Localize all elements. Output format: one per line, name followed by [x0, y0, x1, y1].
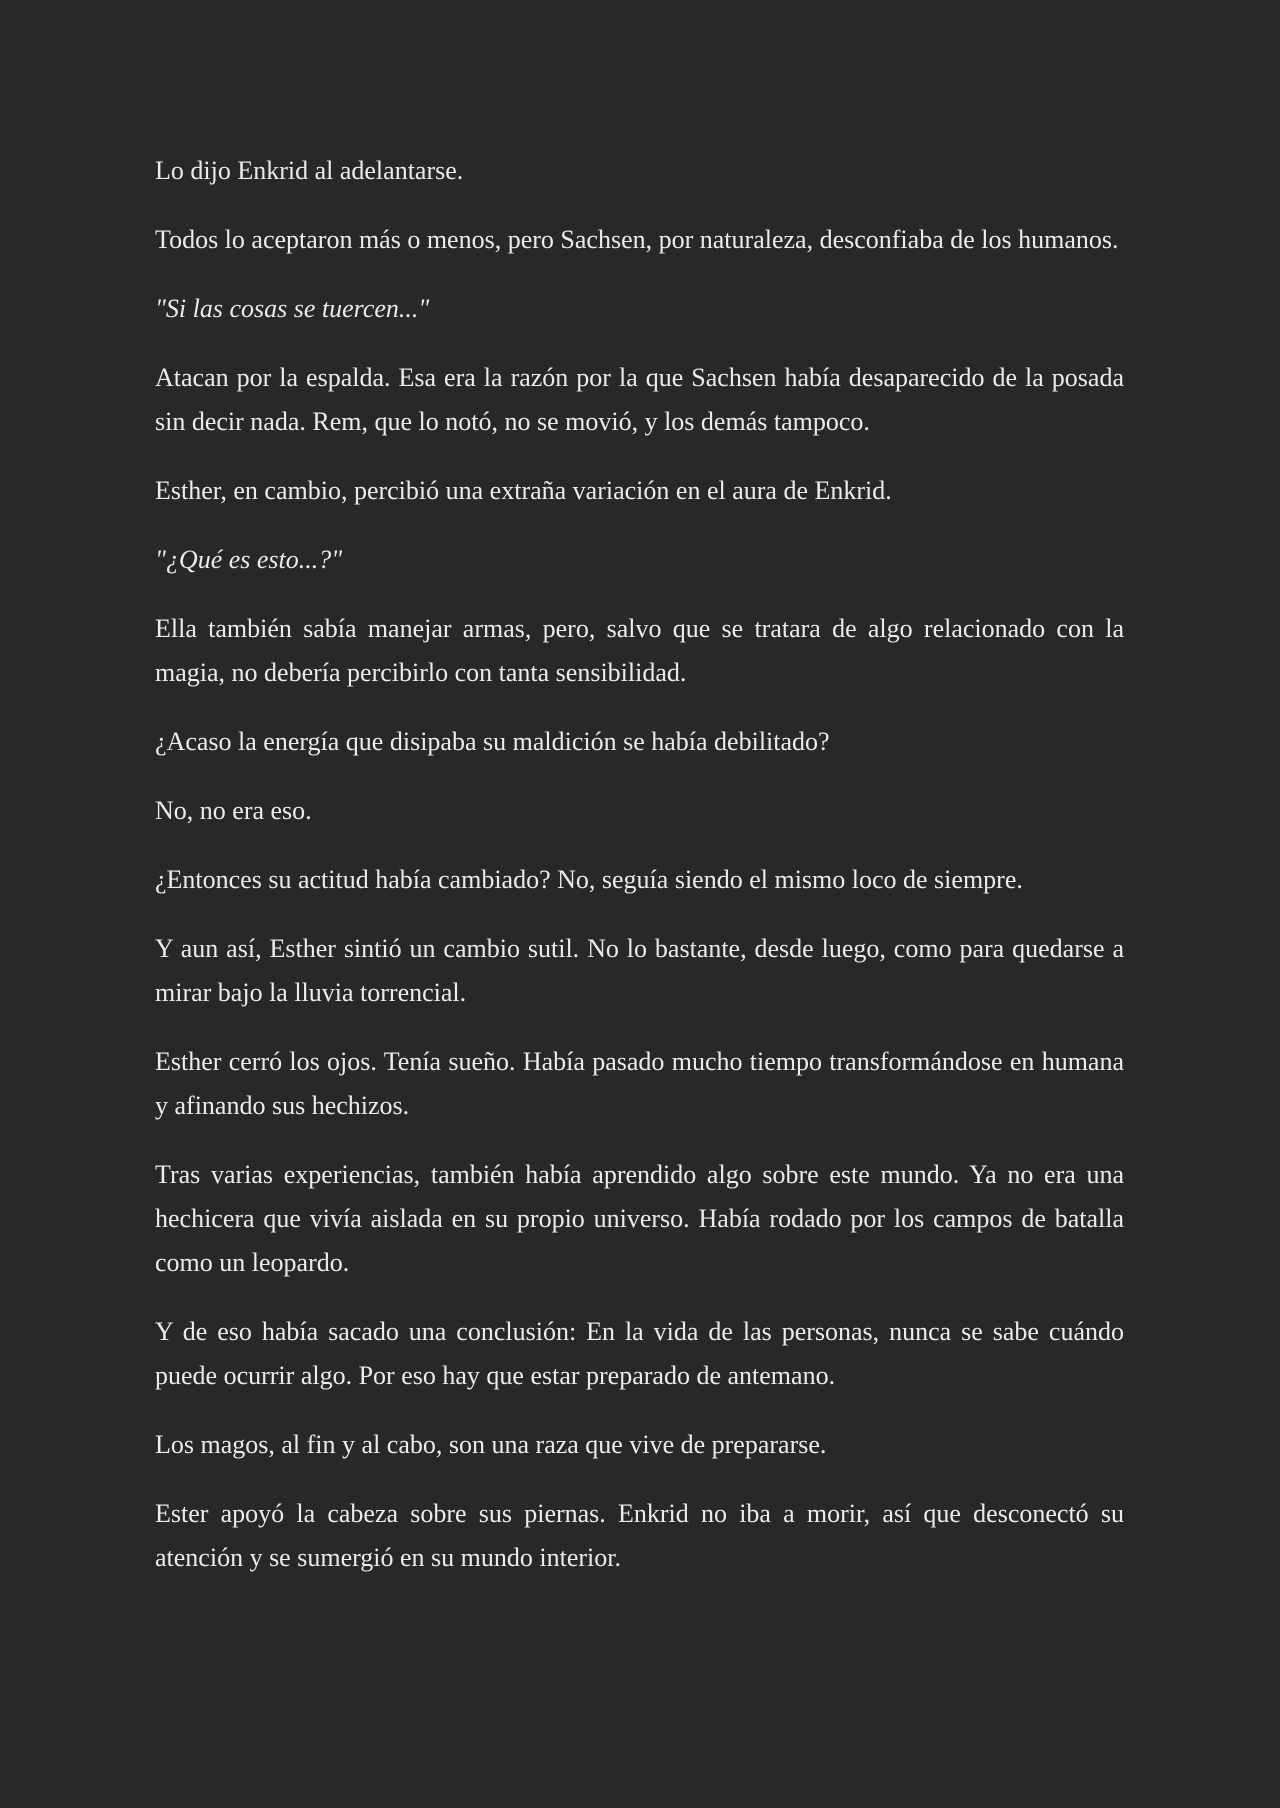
paragraph-thought: "¿Qué es esto...?": [155, 545, 343, 574]
paragraph: Y aun así, Esther sintió un cambio sutil. No lo bastante, desde luego, como para quedarse a mirar bajo la lluvia torrencial.: [155, 934, 1124, 1007]
paragraph-thought: "Si las cosas se tuercen...": [155, 294, 430, 323]
paragraph: Ella también sabía manejar armas, pero, salvo que se tratara de algo relacionado con la magia, no debería percibirlo con tanta sensibilidad.: [155, 614, 1124, 687]
paragraph: Ester apoyó la cabeza sobre sus piernas. Enkrid no iba a morir, así que desconectó su atención y se sumergió en su mundo interior.: [155, 1499, 1124, 1572]
paragraph: Esther, en cambio, percibió una extraña variación en el aura de Enkrid.: [155, 476, 892, 505]
paragraph: Esther cerró los ojos. Tenía sueño. Había pasado mucho tiempo transformándose en humana y afinando sus hechizos.: [155, 1047, 1124, 1120]
paragraph: Atacan por la espalda. Esa era la razón por la que Sachsen había desaparecido de la posada sin decir nada. Rem, que lo notó, no se movió, y los demás tampoco.: [155, 363, 1124, 436]
paragraph: Tras varias experiencias, también había aprendido algo sobre este mundo. Ya no era una hechicera que vivía aislada en su propio universo. Había rodado por los campos de batalla como un leopardo.: [155, 1160, 1124, 1277]
paragraph: Todos lo aceptaron más o menos, pero Sachsen, por naturaleza, desconfiaba de los humanos.: [155, 225, 1119, 254]
paragraph: ¿Entonces su actitud había cambiado? No, seguía siendo el mismo loco de siempre.: [155, 865, 1023, 894]
paragraph: ¿Acaso la energía que disipaba su maldición se había debilitado?: [155, 727, 830, 756]
paragraph: No, no era eso.: [155, 796, 312, 825]
paragraph: Y de eso había sacado una conclusión: En la vida de las personas, nunca se sabe cuándo puede ocurrir algo. Por eso hay que estar preparado de antemano.: [155, 1317, 1124, 1390]
reader-text-column: [155, 149, 1124, 1605]
paragraph: Lo dijo Enkrid al adelantarse.: [155, 156, 464, 185]
paragraph: Los magos, al fin y al cabo, son una raza que vive de prepararse.: [155, 1430, 827, 1459]
